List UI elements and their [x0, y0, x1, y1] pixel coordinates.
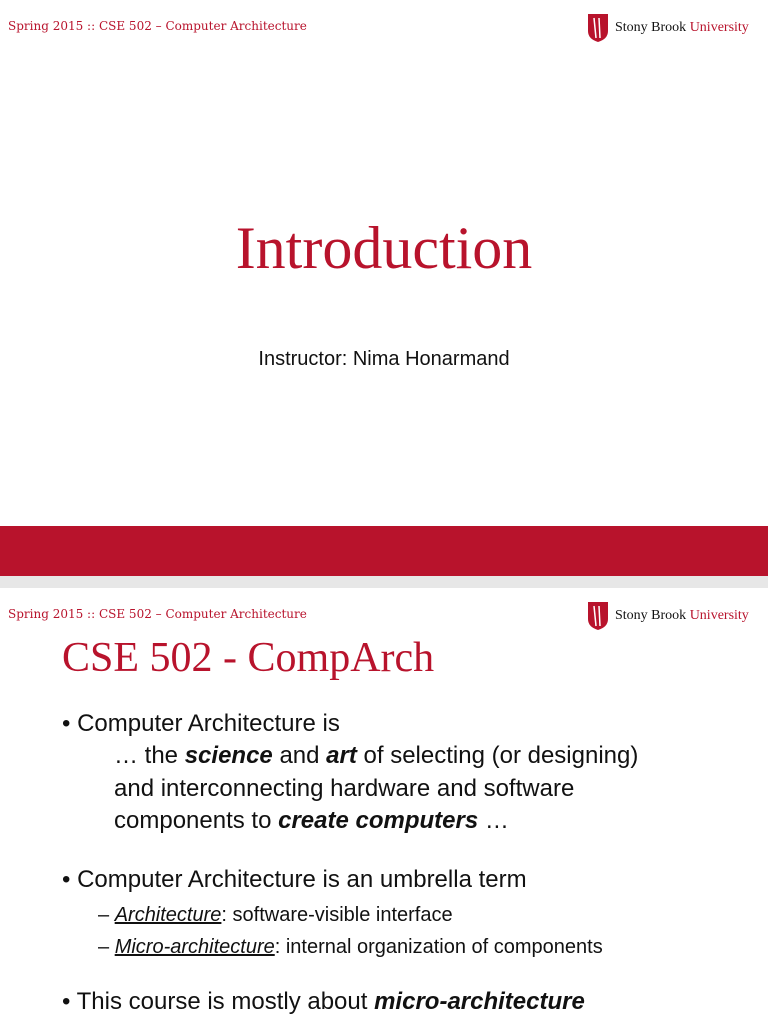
text-run: and: [272, 742, 327, 769]
university-logo: [587, 600, 749, 632]
emphasis-science: science: [184, 742, 273, 769]
sub-bullet: – Architecture: software-visible interface: [98, 904, 453, 926]
slide-title: Introduction: [235, 215, 533, 281]
bullet-continuation: [114, 809, 509, 833]
university-logo: [587, 12, 749, 44]
text-run: : internal organization of components: [274, 936, 603, 958]
text-run: …: [478, 807, 509, 834]
shield-icon: [587, 601, 609, 631]
bullet-continuation: and interconnecting hardware and software: [114, 775, 575, 802]
term-architecture: Architecture: [114, 904, 222, 926]
logo-suffix: University: [689, 608, 749, 623]
bullet-continuation: [114, 744, 638, 768]
slide-separator: [0, 576, 768, 588]
logo-name: Stony Brook: [615, 20, 687, 35]
text-run: … the: [114, 742, 185, 769]
emphasis-micro-architecture: micro-architecture: [374, 988, 585, 1015]
emphasis-art: art: [326, 742, 357, 769]
text-run: : software-visible interface: [221, 904, 453, 926]
text-run: components to: [114, 807, 279, 834]
shield-icon: [587, 13, 609, 43]
course-header: Spring 2015 :: CSE 502 – Computer Architecture: [8, 607, 307, 621]
instructor-line: Instructor: Nima Honarmand: [258, 348, 510, 370]
title-band: [0, 526, 768, 576]
term-micro-architecture: Micro-architecture: [114, 936, 275, 958]
course-header: Spring 2015 :: CSE 502 – Computer Architecture: [8, 19, 307, 33]
bullet-item: • Computer Architecture is: [62, 710, 340, 737]
slide-title: CSE 502 - CompArch: [62, 635, 435, 681]
bullet-text: Computer Architecture is an umbrella term: [77, 866, 527, 893]
text-run: of selecting (or designing): [356, 742, 639, 769]
bullet-item: • This course is mostly about micro-architecture: [62, 988, 585, 1015]
logo-suffix: University: [689, 20, 749, 35]
emphasis-create-computers: create computers: [278, 807, 479, 834]
bullet-text: This course is mostly about: [76, 988, 375, 1015]
bullet-text: Computer Architecture is: [77, 710, 340, 737]
bullet-item: • Computer Architecture is an umbrella term: [62, 866, 527, 893]
logo-name: Stony Brook: [615, 608, 687, 623]
sub-bullet: – Micro-architecture: internal organization of components: [98, 936, 603, 958]
